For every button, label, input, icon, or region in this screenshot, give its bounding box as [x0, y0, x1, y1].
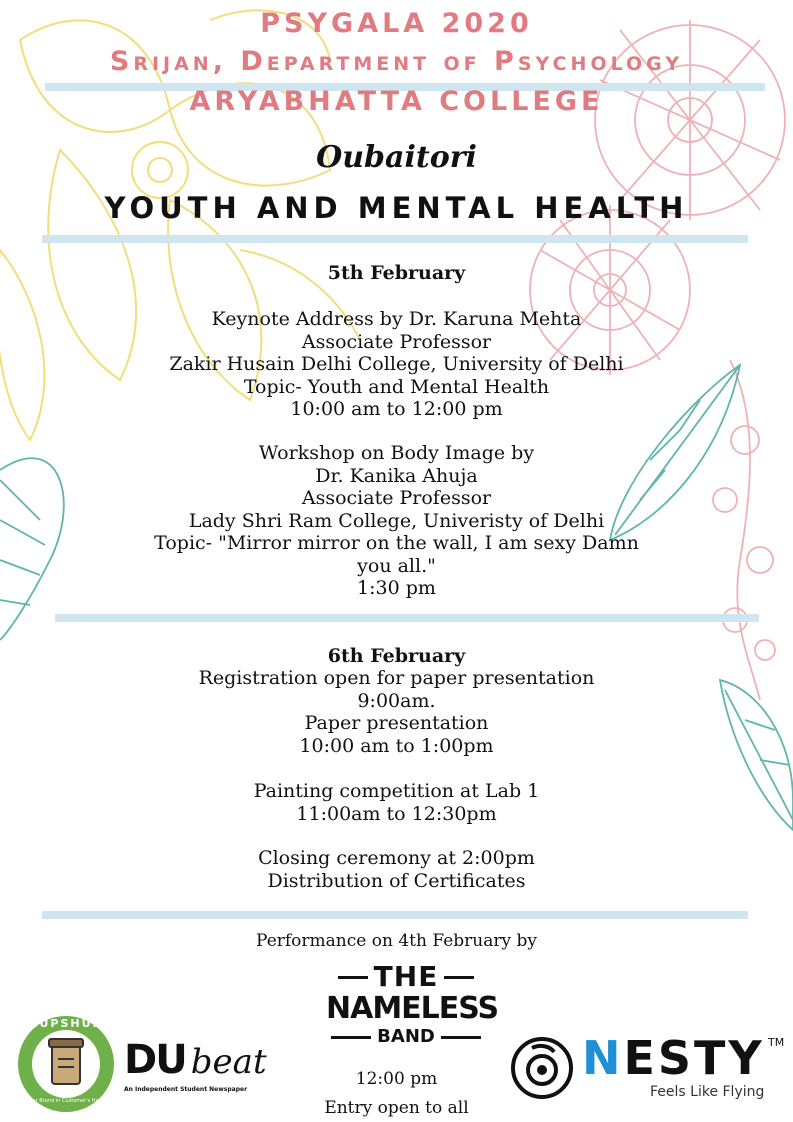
- workshop-block: [0, 442, 793, 600]
- band-logo: [326, 960, 499, 1058]
- keynote-line: Topic- Youth and Mental Health: [243, 375, 550, 398]
- nesty-tagline: Feels Like Flying: [650, 1084, 765, 1100]
- workshop-line: Lady Shri Ram College, Univeristy of Delhi: [188, 509, 605, 532]
- performance-text: Performance on 4th February by: [256, 931, 537, 951]
- schedule-line: 9:00am.: [357, 689, 436, 712]
- nesty-name: NESTY: [582, 1031, 765, 1085]
- cupshup-logo: [16, 1014, 116, 1114]
- script-title: Oubaitori: [316, 140, 477, 175]
- event-title: PSYGALA 2020: [260, 8, 533, 39]
- registration-block: [0, 667, 793, 757]
- band-the: THE: [373, 960, 439, 993]
- nesty-logo: [510, 1031, 790, 1104]
- dubeat-du: DU: [124, 1037, 186, 1083]
- day2-date: 6th February: [327, 645, 466, 667]
- schedule-line: Painting competition at Lab 1: [253, 780, 540, 802]
- workshop-line: 1:30 pm: [357, 577, 436, 599]
- schedule-line: 11:00am to 12:30pm: [296, 802, 497, 825]
- college-name: ARYABHATTA COLLEGE: [189, 86, 604, 117]
- band-band: BAND: [377, 1026, 435, 1047]
- nesty-tm: TM: [768, 1036, 785, 1049]
- schedule-line: Distribution of Certificates: [267, 869, 526, 892]
- workshop-line: Workshop on Body Image by: [258, 442, 535, 464]
- workshop-line: Topic- "Mirror mirror on the wall, I am sexy Damn: [154, 532, 639, 554]
- entry-text: Entry open to all: [324, 1098, 469, 1118]
- keynote-line: 10:00 am to 12:00 pm: [290, 398, 503, 420]
- keynote-line: Zakir Husain Delhi College, University of Delhi: [169, 353, 624, 375]
- organizer-line: Srijan, Department of Psychology: [109, 46, 684, 77]
- keynote-block: [0, 308, 793, 421]
- workshop-line: you all.": [357, 554, 436, 577]
- painting-block: [0, 780, 793, 825]
- schedule-line: Paper presentation: [304, 712, 489, 734]
- schedule-line: Closing ceremony at 2:00pm: [258, 847, 535, 869]
- workshop-line: Dr. Kanika Ahuja: [315, 464, 478, 487]
- schedule-line: 10:00 am to 1:00pm: [299, 734, 494, 757]
- closing-block: [0, 847, 793, 892]
- day1-date: 5th February: [327, 262, 466, 284]
- dubeat-tagline: An Independent Student Newspaper: [124, 1086, 248, 1093]
- performance-time: 12:00 pm: [355, 1069, 438, 1089]
- cupshup-tagline: Your Brand in Customer's Hand: [27, 1098, 105, 1104]
- theme-title: YOUTH AND MENTAL HEALTH: [104, 191, 689, 225]
- workshop-line: Associate Professor: [301, 487, 492, 509]
- theme-divider: [42, 235, 748, 243]
- keynote-line: Keynote Address by Dr. Karuna Mehta: [211, 308, 582, 330]
- keynote-line: Associate Professor: [301, 330, 492, 353]
- footer-divider: [42, 911, 748, 919]
- nesty-bird-icon: [510, 1036, 574, 1100]
- dubeat-beat: beat: [190, 1042, 267, 1082]
- schedule-line: Registration open for paper presentation: [198, 667, 595, 689]
- band-nameless: NAMELESS: [326, 991, 499, 1026]
- dubeat-logo: [124, 1038, 300, 1098]
- cupshup-name: CUPSHUP: [29, 1017, 103, 1030]
- day-divider: [55, 614, 759, 622]
